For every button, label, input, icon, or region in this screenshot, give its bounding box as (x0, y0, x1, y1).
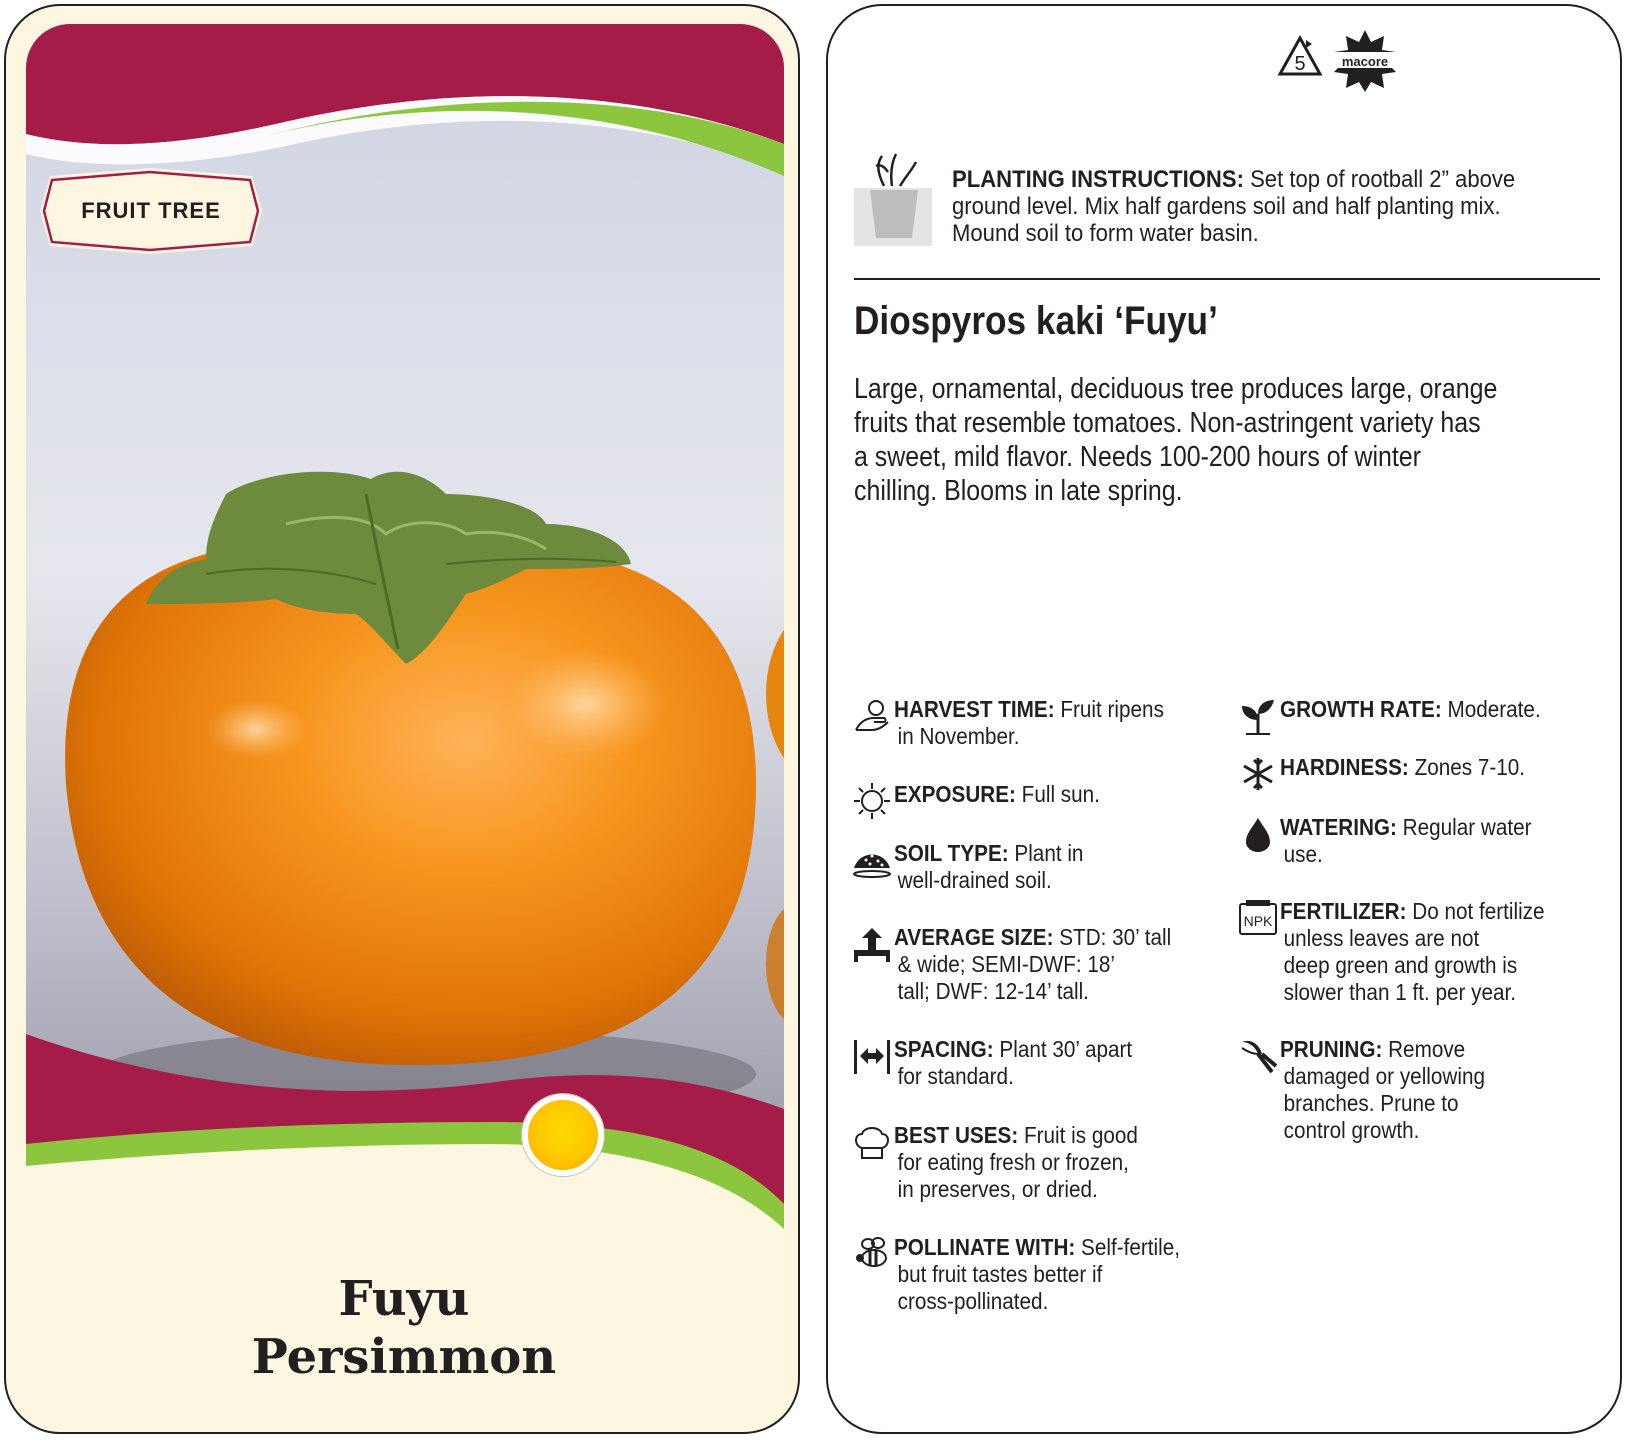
spacing-arrow-icon (852, 1036, 892, 1076)
soil-line2: well-drained soil. (897, 867, 1052, 893)
pruning-line2: damaged or yellowing (1283, 1063, 1485, 1089)
recycle-icon (1276, 34, 1324, 82)
spacing-line2: for standard. (897, 1063, 1014, 1089)
sun-icon (852, 781, 892, 821)
sprout-icon (1238, 696, 1278, 736)
watering-line2: use. (1283, 841, 1323, 867)
category-badge (38, 168, 264, 254)
fertilizer-line2: unless leaves are not (1283, 925, 1480, 951)
exposure-label: EXPOSURE: (894, 781, 1016, 807)
description-line2: fruits that resemble tomatoes. Non-astringent variety has (854, 407, 1481, 439)
size-line1: STD: 30’ tall (1053, 924, 1172, 950)
recycle-number: 5 (1294, 53, 1306, 75)
planting-pot-icon (854, 152, 934, 252)
full-sun-indicator-icon (522, 1094, 604, 1176)
hardiness-label: HARDINESS: (1280, 754, 1409, 780)
harvest-line2: in November. (897, 723, 1020, 749)
planting-instructions (952, 166, 1532, 247)
pruning-shears-icon (1238, 1036, 1278, 1076)
fertilizer-line1: Do not fertilize (1406, 898, 1545, 924)
fertilizer-line4: slower than 1 ft. per year. (1283, 979, 1517, 1005)
botanical-name: Diospyros kaki ‘Fuyu’ (854, 299, 1218, 343)
brand-name: macore (1341, 54, 1389, 69)
watering-label: WATERING: (1280, 814, 1397, 840)
description-line1: Large, ornamental, deciduous tree produces large, orange (854, 373, 1498, 405)
uses-label: BEST USES: (894, 1122, 1019, 1148)
description-line4: chilling. Blooms in late spring. (854, 475, 1183, 507)
front-card (4, 4, 800, 1434)
spacing-line1: Plant 30’ apart (993, 1036, 1133, 1062)
pollinate-line3: cross-pollinated. (897, 1288, 1049, 1314)
planting-line3: Mound soil to form water basin. (952, 220, 1259, 247)
snowflake-icon (1238, 754, 1278, 794)
soil-line1: Plant in (1008, 840, 1084, 866)
chef-hat-icon (852, 1122, 892, 1162)
planting-line1: Set top of rootball 2” above (1250, 166, 1516, 193)
hand-fruit-icon (852, 696, 892, 736)
spacing-label: SPACING: (894, 1036, 994, 1062)
divider (854, 278, 1600, 280)
size-line3: tall; DWF: 12-14’ tall. (897, 978, 1089, 1004)
npk-text: NPK (1243, 913, 1273, 929)
exposure-line1: Full sun. (1015, 781, 1100, 807)
hardiness-line1: Zones 7-10. (1408, 754, 1526, 780)
uses-line2: for eating fresh or frozen, (897, 1149, 1129, 1175)
pruning-line1: Remove (1382, 1036, 1466, 1062)
pruning-line4: control growth. (1283, 1117, 1420, 1143)
size-line2: & wide; SEMI-DWF: 18’ (897, 951, 1115, 977)
pollinate-label: POLLINATE WITH: (894, 1234, 1076, 1260)
fertilizer-label: FERTILIZER: (1280, 898, 1407, 924)
soil-label: SOIL TYPE: (894, 840, 1009, 866)
soil-mound-icon (852, 840, 892, 880)
fertilizer-line3: deep green and growth is (1283, 952, 1518, 978)
planting-line2: ground level. Mix half gardens soil and half planting mix. (952, 193, 1501, 220)
growth-line1: Moderate. (1441, 696, 1541, 722)
harvest-line1: Fruit ripens (1054, 696, 1164, 722)
water-drop-icon (1238, 814, 1278, 854)
watering-line1: Regular water (1396, 814, 1532, 840)
back-card (826, 4, 1622, 1434)
uses-line1: Fruit is good (1018, 1122, 1138, 1148)
bee-icon (852, 1234, 892, 1274)
brand-logo (1330, 28, 1400, 97)
pruning-line3: branches. Prune to (1283, 1090, 1459, 1116)
planting-label: PLANTING INSTRUCTIONS: (952, 166, 1244, 193)
uses-line3: in preserves, or dried. (897, 1176, 1098, 1202)
pollinate-line1: Self-fertile, (1075, 1234, 1180, 1260)
npk-bag-icon (1238, 898, 1278, 938)
plant-name-line1: Fuyu (338, 1271, 470, 1327)
growth-label: GROWTH RATE: (1280, 696, 1442, 722)
description-line3: a sweet, mild flavor. Needs 100-200 hours of winter (854, 441, 1421, 473)
pollinate-line2: but fruit tastes better if (897, 1261, 1103, 1287)
category-label: FRUIT TREE (81, 198, 221, 223)
harvest-label: HARVEST TIME: (894, 696, 1055, 722)
description (854, 372, 1576, 508)
plant-name-line2: Persimmon (251, 1329, 557, 1385)
size-label: AVERAGE SIZE: (894, 924, 1054, 950)
height-arrow-icon (852, 924, 892, 964)
pruning-label: PRUNING: (1280, 1036, 1383, 1062)
